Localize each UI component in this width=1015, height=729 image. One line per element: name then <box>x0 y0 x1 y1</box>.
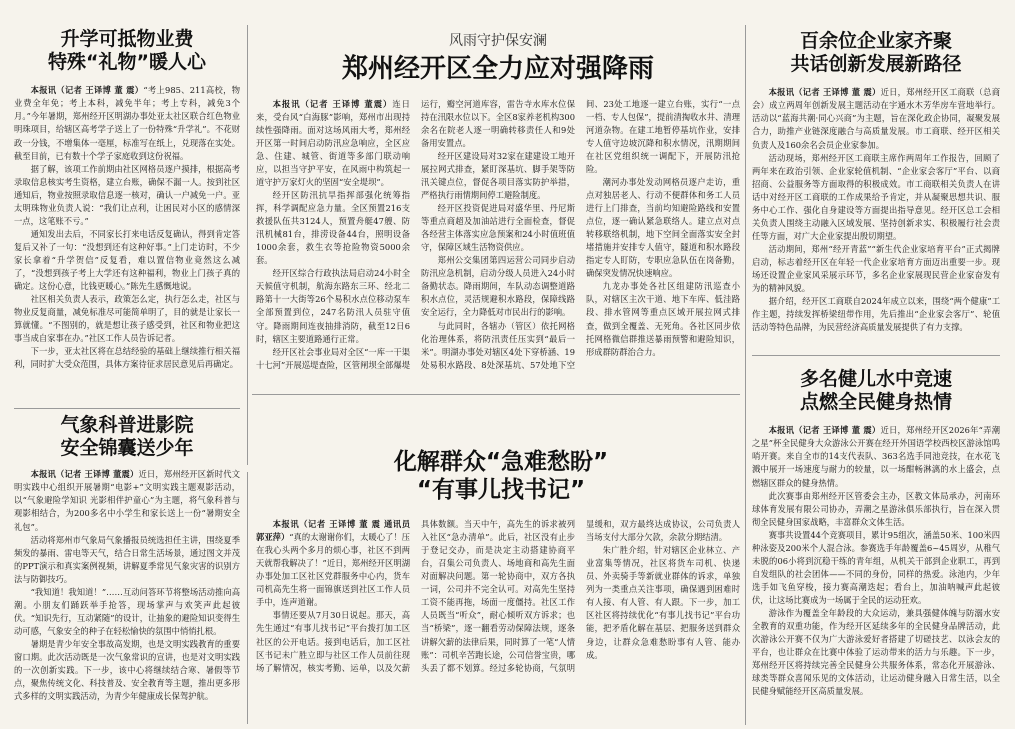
paragraph: 游泳作为覆盖全年龄段的大众运动，兼具强健体魄与防溺水安全教育的双重功能，作为经开区延续多年的全民健身品牌活动，此次游泳公开赛不仅为广大游泳爱好者搭建了切磋技艺、以泳会友的平台，也让群众在比赛中体验了运动带来的活力与乐趣。下一步，郑州经开区将持续完善全民健身公共服务体系，常态化开展游泳、球类等群众喜闻乐见的文体活动，让运动健身融入日常生活，以全民健身赋能经开区高质量发展。 <box>752 608 1000 697</box>
article-swimming <box>752 368 1000 726</box>
paragraph: 与此同时，各辖办（管区）依托网格化治理体系，将防汛责任压实到“最后一米”。明湖办事处对辖区4处下穿桥涵、19处易积水路段、8处深基坑、57处地下空间、23处工地逐一建立台账，实行“一点一档、专人包保”，提前清掏收水井、清理河道杂物。在建工地暂停基坑作业，安排专人值守边坡沉降和积水情况，汛期期间在社区党组织统一调配下，开展防汛抢险。 <box>421 98 740 370</box>
paragraph: 活动将郑州市气象局气象播报员统选担任主讲，围绕夏季频发的暴雨、雷电等天气，结合日常生活场景，通过图文并茂的PPT演示和真实案例视频，讲解夏季常见气象灾害的识别方法与防御技巧。 <box>14 534 240 584</box>
section-rule <box>752 355 1000 356</box>
paragraph: 经开区综合行政执法局启动24小时全天候值守机制，航海东路东三环、经北二路第十一大街等26个易积水点位移动泵车全部预置到位，247名防汛人员驻守值守。降雨期间连夜抽排消防，截至12日6时，辖区主要道路通行正常。 <box>256 268 410 344</box>
article-find-secretary <box>256 448 740 726</box>
paragraph: 活动现场，郑州经开区工商联主席作两周年工作报告，回顾了两年来在政治引领、企业家轮值机制、“企业家会客厅”平台、以商招商、公益服务等方面取得的积极成效。市工商联相关负责人在讲话中对经开区工商联的工作成果给予肯定，并从凝聚思想共识、服务中心工作、强化自身建设等方面提出指导意见。经开区总工会相关负责人围绕主动融入区域发展、坚持创新求实、积极履行社会责任等方面，对广大企业家提出殷切期望。 <box>752 152 1000 241</box>
article-body: 本报讯（记者 王译博 董 震 通讯员 郭亚萍）“真的太谢谢你们，太暖心了！压在我心头两个多月的烦心事，社区不到两天就帮我解决了！”近日，郑州经开区明湖办事处加工区社区党群服务中心内，货车司机高先生将一面锦旗送到社区工作人员手中，连声道谢。 事情还要从7月30日说起。那天，高先生通过“有事儿找书记”平台拨打加工区社区的公开电话。接到电话后，加工区社区书记未广胜立即与社区工作人员前往现场了解情况，核实考勤、运单，以及欠薪具体数额。当天中午，高先生的诉求被列入社区“急办清单”。此后，社区没有止步于登记交办，而是决定主动搭建协商平台，召集公司负责人、场地商和高先生面对面解决问题。第一轮协商中，双方各执一词，公司并不完全认可。对高先生坚持工资不能再拖，场面一度僵持。社区工作人员既当“听众”，耐心倾听双方诉求；也当“桥梁”，逐一翻看劳动保障法规，逐条讲解欠薪的法律后果，同时算了一笔“人情账”：司机辛苦跑长途，公司信誉宝贵，哪头丢了都不划算。经过多轮协商，气氛明显缓和，双方最终达成协议，公司负责人当场支付大部分欠款，余款分期结清。 朱广胜介绍，针对辖区企业林立、产业富集等情况，社区将货车司机、快递员、外卖骑手等新就业群体的诉求，单独列为一类重点关注事项，确保遇到困难时有人接、有人管、有人跟。下一步，加工区社区将持续优化“有事儿找书记”平台功能，把矛盾化解在基层、把服务送到群众身边，让群众急难愁盼事有人管、能办成。 <box>256 518 740 724</box>
paragraph: 活动期间，郑州“经开青蓝”“新生代企业家培育平台”正式揭牌启动，标志着经开区在年轻一代企业家培育方面迈出重要一步。现场还设置企业家风采展示环节，多名企业家展现民营企业家奋发有为的精神风貌。 <box>752 243 1000 294</box>
column-rule <box>247 25 248 465</box>
paragraph: 经开区防汛抗旱指挥部强化统筹指挥，科学调配应急力量。全区预置216支救援队伍共3124人，预置舟艇47艘、防汛机械81台，排涝设备44台，照明设备1000余套，救生衣等抢险物资5000余套。 <box>256 190 410 266</box>
section-rule <box>14 408 240 409</box>
byline: 本报讯（记者 王译博 董 震） <box>30 85 144 96</box>
article-entrepreneurs <box>752 30 1000 350</box>
paragraph: 赛事共设置44个竞赛项目，累计95组次，涵盖50米、100米四种泳姿及200米个人混合泳。参赛选手年龄覆盖6~45周岁，从稚气未脱的06小将到沉稳干练的青年组，从机关干部到企业职工，再到自发组队的社会团体——不同的身份，同样的热爱。泳池内，少年选手如飞鱼穿梭，接力赛高潮迭起；看台上，加油呐喊声此起彼伏，让这场比赛成为一场属于全民的运动狂欢。 <box>752 529 1000 605</box>
article-property-fee <box>14 28 240 404</box>
paragraph: 据了解，该项工作前期由社区网格员逐户摸排，根据高考录取信息核实考生资格，建立台账，确保不漏一人。按到社区通知后，物业按照录取信息逐一核对，确认一户减免一户。亚太明珠物业负责人说：“我们让点利，让困民对小区的感情深一点，这笔账不亏。” <box>14 163 240 226</box>
article-body: 本报讯（记者 王译博 董震）连日来，受台风“白海豚”影响，郑州市出现持续性强降雨。面对这场风雨大考，郑州经开区第一时间启动防汛应急响应，全区应急、住建、城管、街道等多部门联动响应，以担当守护平安，在风雨中构筑起一道守护万家灯火的坚固“安全堤坝”。 经开区防汛抗旱指挥部强化统筹指挥，科学调配应急力量。全区预置216支救援队伍共3124人，预置舟艇47艘、防汛机械81台，排涝设备44台，照明设备1000余套，救生衣等抢险物资5000余套。 经开区综合行政执法局启动24小时全天候值守机制，航海东路东三环、经北二路第十一大街等26个易积水点位移动泵车全部预置到位，247名防汛人员驻守值守。降雨期间连夜抽排消防，截至12日6时，辖区主要道路通行正常。 经开区社会事业局对全区“一库一干渠十七河”开展巡堤查险，区管闸坝全部爆堤运行，瓣空河道库容，雷告寺水库水位保持在汛限水位以下。全区8家养老机构300余名在院老人逐一明确转移责任人和9处备用安置点。 经开区建设局对32家在建建设工地开展拉网式排查，紧盯深基坑、脚手架等防汛关键点位，督促各项目落实防护举措，严格执行雨情期间停工避险制度。 经开区投资促进局对盛华里、丹尼斯等重点商超及加油站进行全面检查，督促各经营主体落实应急预案和24小时值班值守，保障区域生活物资供应。 郑州公交集团第四运营公司同步启动防汛应急机制，启动分级人员进入24小时备勤状态。降雨期间，车队动态调整道路积水点位，灵活规避积水路段，保障线路安全运行，全力降低对市民出行的影响。 与此同时，各辖办（管区）依托网格化治理体系，将防汛责任压实到“最后一米”。明湖办事处对辖区4处下穿桥涵、19处易积水路段、8处深基坑、57处地下空间、23处工地逐一建立台账，实行“一点一档、专人包保”，提前清掏收水井、清理河道杂物。在建工地暂停基坑作业，安排专人值守边坡沉降和积水情况，汛期期间在社区党组织统一调配下，开展防汛抢险。 潮河办事处发动网格员逐户走访，重点对独居老人、行动不便群体和务工人员进行上门排查，当前均知避险路线和安置点位，逐一确认紧急联络人。建立点对点转移联络机制，地下空间全面落实安全封堵措施并安排专人值守，隧道和积水路段指定专人盯防，专职应急队伍在岗备勤，确保突发情况快速响应。 九龙办事处各社区组建防汛巡查小队，对辖区主次干道、地下车库、低洼路段、排水管网等重点区域开展拉网式排查，做到全覆盖、无死角。各社区同步依托网格微信群推送暴雨预警和避险知识，形成群防群治合力。 <box>256 98 740 390</box>
article-flood-response <box>256 30 740 390</box>
byline: 本报讯（记者 王译博 董 震） <box>768 87 881 98</box>
paragraph: 经开区建设局对32家在建建设工地开展拉网式排查，紧盯深基坑、脚手架等防汛关键点位，督促各项目落实防护举措，严格执行雨情期间停工避险制度。 <box>421 150 575 201</box>
byline: 本报讯（记者 王译博 董震） <box>30 469 139 480</box>
article-weather-science <box>14 414 240 726</box>
headline: 化解群众“急难愁盼” “有事儿找书记” <box>393 449 609 504</box>
paragraph: 经开区投资促进局对盛华里、丹尼斯等重点商超及加油站进行全面检查，督促各经营主体落实应急预案和24小时值班值守，保障区域生活物资供应。 <box>421 203 575 253</box>
headline: 升学可抵物业费 特殊“礼物”暖人心 <box>48 28 206 74</box>
paragraph: 事情还要从7月30日说起。那天，高先生通过“有事儿找书记”平台拨打加工区社区的公开电话。接到电话后，加工区社区书记未广胜立即与社区工作人员前往现场了解情况，核实考勤、运单，以及欠薪具体数额。当天中午，高先生的诉求被列入社区“急办清单”。此后，社区没有止步于登记交办，而是决定主动搭建协商平台，召集公司负责人、场地商和高先生面对面解决问题。第一轮协商中，双方各执一词，公司并不完全认可。对高先生坚持工资不能再拖，场面一度僵持。社区工作人员既当“听众”，耐心倾听双方诉求；也当“桥梁”，逐一翻看劳动保障法规，逐条讲解欠薪的法律后果，同时算了一笔“人情账”：司机辛苦跑长途，公司信誉宝贵，哪头丢了都不划算。经过多轮协商，气氛明显缓和，双方最终达成协议，公司负责人当场支付大部分欠款，余款分期结清。 <box>256 519 740 673</box>
paragraph: 社区相关负责人表示，政策怎么定，执行怎么走，社区与物业反复商量，减免标准尽可能简单明了，目的就是让家长一算就懂。“不图别的，就是想让孩子感受到，社区和物业把这事当成自家事在办。”社区工作人员告诉记者。 <box>14 294 240 344</box>
byline: 本报讯（记者 王译博 董 震） <box>768 425 881 436</box>
paragraph: 朱广胜介绍，针对辖区企业林立、产业富集等情况，社区将货车司机、快递员、外卖骑手等新就业群体的诉求，单独列为一类重点关注事项，确保遇到困难时有人接、有人管、有人跟。下一步，加工区社区将持续优化“有事儿找书记”平台功能，把矛盾化解在基层、把服务送到群众身边，让群众急难愁盼事有人管、能办成。 <box>586 545 740 660</box>
article-body: 本报讯（记者 王译博 董震）近日，郑州经开区新时代文明实践中心组织开展暑期“电影+”文明实践主题观影活动，以“气象避险学知识 光影相伴护童心”为主题，将气象科普与观影相结合，为200多名中小学生和家长送上一份“暑期安全礼包”。 活动将郑州市气象局气象播报员统选担任主讲，围绕夏季频发的暴雨、雷电等天气，结合日常生活场景，通过图文并茂的PPT演示和真实案例视频，讲解夏季常见气象灾害的识别方法与防御技巧。 “我知道！我知道！”……互动问答环节将整场活动推向高潮。小朋友们踊跃举手抢答，现场掌声与欢笑声此起彼伏。“知识先行，互动紧随”的设计，让抽象的避险知识变得生动可感，气象安全的种子在轻松愉快的氛围中悄悄扎根。 暑期是青少年安全事故高发期，也是文明实践教育的重要窗口期。此次活动既是一次气象常识的宣讲，也是对文明实践的一次创新实践。下一步，该中心将继续结合寒、暑假等节点，聚焦传统文化、科技普及、安全教育等主题，推出更多形式多样的文明实践活动，为青少年健康成长保驾护航。 <box>14 468 240 703</box>
paragraph: 通知发出去后，不同家长打来电话反复确认，得到肯定答复后又补了一句：“没想到还有这种好事。”上门走访时，不少家长拿着“升学贺信”反复看，难以置信物业竟然这么减了，“没想到孩子考上大学还有这种福利，物业上门孩子真的确定。这份心意，比钱更暖心。”陈先生感慨地说。 <box>14 228 240 292</box>
paragraph: 暑期是青少年安全事故高发期，也是文明实践教育的重要窗口期。此次活动既是一次气象常识的宣讲，也是对文明实践的一次创新实践。下一步，该中心将继续结合寒、暑假等节点，聚焦传统文化、科技普及、安全教育等主题，推出更多形式多样的文明实践活动，为青少年健康成长保驾护航。 <box>14 638 240 702</box>
section-rule <box>252 394 740 395</box>
paragraph: 下一步，亚太社区将在总结经验的基础上继续推行相关福利，同时扩大受众范围，具体方案待征求居民意见后再确定。 <box>14 346 240 370</box>
article-body: 本报讯（记者 王译博 董 震）近日，郑州经开区2026年“弄潮之星”杯全民健身大众游泳公开赛在经开外国语学校西校区游泳馆鸣哨开赛。来自全市的14支代表队、363名选手同池竞技，在水花飞溅中展开一场速度与耐力的较量，以一场酣畅淋漓的水上盛会，点燃辖区群众的健身热情。 此次赛事由郑州经开区管委会主办，区教文体局承办，河南环球体育发展有限公司协办，弄潮之星游泳俱乐部执行，旨在深入贯彻全民健身国家战略，丰富群众文体生活。 赛事共设置44个竞赛项目，累计95组次，涵盖50米、100米四种泳姿及200米个人混合泳。参赛选手年龄覆盖6~45周岁，从稚气未脱的06小将到沉稳干练的青年组，从机关干部到企业职工，再到自发组队的社会团体——不同的身份，同样的热爱。泳池内，少年选手如飞鱼穿梭，接力赛高潮迭起；看台上，加油呐喊声此起彼伏，让这场比赛成为一场属于全民的运动狂欢。 游泳作为覆盖全年龄段的大众运动，兼具强健体魄与防溺水安全教育的双重功能，作为经开区延续多年的全民健身品牌活动，此次游泳公开赛不仅为广大游泳爱好者搭建了切磋技艺、以泳会友的平台，也让群众在比赛中体验了运动带来的活力与乐趣。下一步，郑州经开区将持续完善全民健身公共服务体系，常态化开展游泳、球类等群众喜闻乐见的文体活动，让运动健身融入日常生活，以全民健身赋能经开区高质量发展。 <box>752 424 1000 698</box>
byline: 本报讯（记者 王译博 董震） <box>272 98 393 109</box>
headline: 多名健儿水中竞速 点燃全民健身热情 <box>799 368 952 414</box>
byline: 本报讯（记者 王译博 董 震 通讯员 郭亚萍） <box>256 519 410 543</box>
paragraph: 潮河办事处发动网格员逐户走访，重点对独居老人、行动不便群体和务工人员进行上门排查，当前均知避险路线和安置点位，逐一确认紧急联络人。建立点对点转移联络机制，地下空间全面落实安全封堵措施并安排专人值守，隧道和积水路段指定专人盯防，专职应急队伍在岗备勤，确保突发情况快速响应。 <box>586 177 740 279</box>
paragraph: 九龙办事处各社区组建防汛巡查小队，对辖区主次干道、地下车库、低洼路段、排水管网等重点区域开展拉网式排查，做到全覆盖、无死角。各社区同步依托网格微信群推送暴雨预警和避险知识，形成群防群治合力。 <box>586 281 740 357</box>
headline: 郑州经开区全力应对强降雨 <box>341 54 654 84</box>
article-body: 本报讯（记者 王译博 董 震）近日，郑州经开区工商联（总商会）成立两周年创新发展主题活动在宇通水木芳华房车营地举行。活动以“蓝海共潮·同心兴商”为主题，旨在深化政企协同，凝聚发展合力，助推产业链深度融合与高质量发展。市工商联、经开区相关负责人及160余名会员企业家参加。 活动现场，郑州经开区工商联主席作两周年工作报告，回顾了两年来在政治引领、企业家轮值机制、“企业家会客厅”平台、以商招商、公益服务等方面取得的积极成效。市工商联相关负责人在讲话中对经开区工商联的工作成果给予肯定，并从凝聚思想共识、服务中心工作、强化自身建设等方面提出指导意见。经开区总工会相关负责人围绕主动融入区域发展、坚持创新求实、积极履行社会责任等方面，对广大企业家提出殷切期望。 活动期间，郑州“经开青蓝”“新生代企业家培育平台”正式揭牌启动，标志着经开区在年轻一代企业家培育方面迈出重要一步。现场还设置企业家风采展示环节，多名企业家展现民营企业家奋发有为的精神风貌。 据介绍，经开区工商联自2024年成立以来，围绕“两个健康”工作主题，持续发挥桥梁纽带作用，先后推出“企业家会客厅”、轮值活动等特色品牌，为民营经济高质量发展提供了有力支撑。 <box>752 86 1000 334</box>
article-body: 本报讯（记者 王译博 董 震）“考上985、211高校，物业费全年免；考上本科，减免半年；考上专科，减免3个月。”今年暑期，郑州经开区明湖办事处亚太社区联合红色物业明珠项目，给辖区高考学子送上了一份特殊“升学礼”。不花财政一分钱，不增集体一毫厘，标准写在纸上，兑现落在实处。截至目前，已有数十个学子家庭收到这份祝福。 据了解，该项工作前期由社区网格员逐户摸排，根据高考录取信息核实考生资格，建立台账，确保不漏一人。按到社区通知后，物业按照录取信息逐一核对，确认一户减免一户。亚太明珠物业负责人说：“我们让点利，让困民对小区的感情深一点，这笔账不亏。” 通知发出去后，不同家长打来电话反复确认，得到肯定答复后又补了一句：“没想到还有这种好事。”上门走访时，不少家长拿着“升学贺信”反复看，难以置信物业竟然这么减了，“没想到孩子考上大学还有这种福利，物业上门孩子真的确定。这份心意，比钱更暖心。”陈先生感慨地说。 社区相关负责人表示，政策怎么定，执行怎么走，社区与物业反复商量，减免标准尽可能简单明了，目的就是让家长一算就懂。“不图别的，就是想让孩子感受到，社区和物业把这事当成自家事在办。”社区工作人员告诉记者。 下一步，亚太社区将在总结经验的基础上继续推行相关福利，同时扩大受众范围，具体方案待征求居民意见后再确定。 <box>14 84 240 371</box>
paragraph: 经开区社会事业局对全区“一库一干渠十七河”开展巡堤查险，区管闸坝全部爆堤运行，瓣空河道库容，雷告寺水库水位保持在汛限水位以下。全区8家养老机构300余名在院老人逐一明确转移责任人和9处备用安置点。 <box>256 98 575 370</box>
headline: 气象科普进影院 安全锦囊送少年 <box>60 414 194 460</box>
paragraph: “我知道！我知道！”……互动问答环节将整场活动推向高潮。小朋友们踊跃举手抢答，现场掌声与欢笑声此起彼伏。“知识先行，互动紧随”的设计，让抽象的避险知识变得生动可感，气象安全的种子在轻松愉快的氛围中悄悄扎根。 <box>14 586 240 636</box>
paragraph: 据介绍，经开区工商联自2024年成立以来，围绕“两个健康”工作主题，持续发挥桥梁纽带作用，先后推出“企业家会客厅”、轮值活动等特色品牌，为民营经济高质量发展提供了有力支撑。 <box>752 296 1000 333</box>
headline: 百余位企业家齐聚 共话创新发展新路径 <box>790 30 962 76</box>
kicker: 风雨守护保安澜 <box>449 33 547 49</box>
column-rule <box>247 472 248 724</box>
column-rule <box>745 25 746 725</box>
paragraph: 此次赛事由郑州经开区管委会主办，区教文体局承办，河南环球体育发展有限公司协办，弄潮之星游泳俱乐部执行，旨在深入贯彻全民健身国家战略，丰富群众文体生活。 <box>752 490 1000 527</box>
paragraph: 郑州公交集团第四运营公司同步启动防汛应急机制，启动分级人员进入24小时备勤状态。降雨期间，车队动态调整道路积水点位，灵活规避积水路段，保障线路安全运行，全力降低对市民出行的影响。 <box>421 255 575 318</box>
